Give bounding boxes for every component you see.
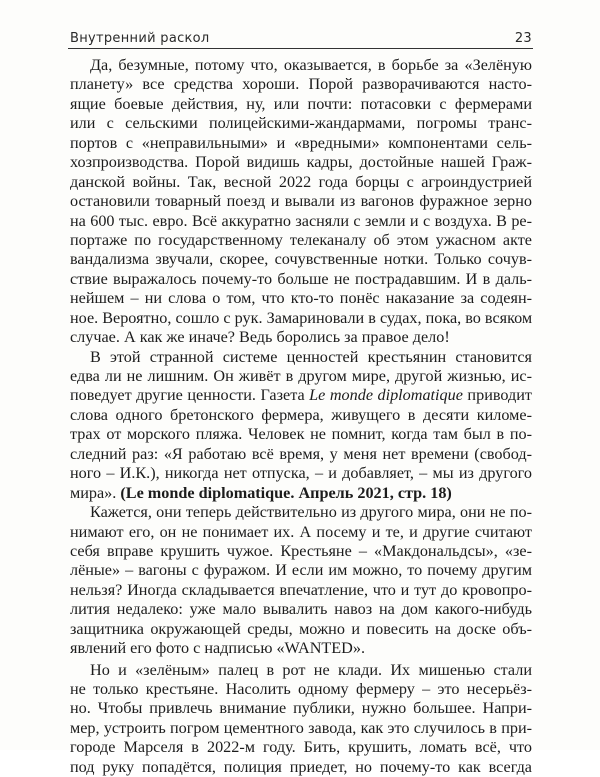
text-line: явлений его фото с надписью «WANTED». bbox=[70, 639, 366, 658]
newspaper-title: Le monde diplomatique bbox=[309, 386, 463, 405]
text-line: трах от морского пляжа. Человек не помнит, когда там был в по- bbox=[70, 425, 532, 444]
text-line: хозпроизводства. Порой видишь кадры, достойные нашей Граж- bbox=[70, 153, 532, 172]
text-line: В этой странной системе ценностей крестьянин становится bbox=[90, 347, 532, 366]
text-line: лёные» – вагоны с фуражом. И если им можно, то почему другим bbox=[70, 561, 532, 580]
chapter-title: Внутренний раскол bbox=[70, 31, 210, 46]
text-line: не только крестьяне. Насолить одному фермеру – это несерьёз- bbox=[70, 680, 532, 698]
text-fragment: поведует другие ценности. Газета bbox=[70, 386, 310, 405]
text-line: вандализма звучали, скорее, сочувственные нотки. Только сочув- bbox=[70, 250, 532, 269]
text-line: ного – И.К.), никогда нет отпуска, – и добавляет, – мы из другого bbox=[70, 464, 532, 483]
text-line: мер, устроить погром цементного завода, как это случилось в при- bbox=[70, 718, 532, 737]
text-line: Кажется, они теперь действительно из другого мира, они не по- bbox=[90, 503, 532, 522]
header-rule bbox=[68, 48, 533, 49]
text-line: под руку попадётся, полиция приедет, но почему-то как всегда bbox=[70, 757, 532, 776]
text-line: на 600 тыс. евро. Всё аккуратно засняли с земли и с воздуха. В ре- bbox=[70, 211, 532, 230]
text-line: портаже по государственному телеканалу об этом ужасном акте bbox=[70, 230, 532, 249]
text-line: Да, безумные, потому что, оказывается, в борьбе за «Зелёную bbox=[90, 56, 532, 74]
text-line-with-source bbox=[70, 484, 532, 503]
paragraph-4 bbox=[70, 661, 532, 777]
text-line: ствие выражалось почему-то больше не пострадавшим. И в даль- bbox=[70, 269, 532, 288]
text-line: данской войны. Так, весной 2022 года борцы с агроиндустрией bbox=[70, 172, 532, 191]
text-line: нимают его, он не понимает их. А посему и те, и другие считают bbox=[70, 522, 532, 541]
body-text bbox=[70, 56, 532, 777]
text-line: ящие боевые действия, ну, или почти: потасовки с фермерами bbox=[70, 94, 532, 113]
text-line: портов с «неправильными» и «вредными» компонентами сель- bbox=[70, 133, 532, 152]
text-line: себя вправе крушить чужое. Крестьяне – «Макдональдсы», «зе- bbox=[70, 541, 532, 560]
paragraph-2 bbox=[70, 348, 532, 504]
text-line: но. Чтобы привлечь внимание публики, нужно большее. Напри- bbox=[70, 699, 532, 718]
paragraph-1 bbox=[70, 56, 532, 348]
running-header bbox=[70, 22, 532, 46]
text-line: городе Марселя в 2022-м году. Бить, крушить, ломать всё, что bbox=[70, 738, 532, 757]
text-line: защитника окружающей среды, можно и повесить на доске объ- bbox=[70, 619, 532, 638]
text-line: нейшем – ни слова о том, что кто-то понёс наказание за содеян- bbox=[70, 289, 532, 308]
paragraph-3 bbox=[70, 503, 532, 659]
text-fragment: приводит bbox=[462, 386, 532, 405]
text-fragment: мира». bbox=[70, 483, 121, 502]
text-line: слова одного бретонского фермера, живущего в десяти киломе- bbox=[70, 405, 532, 424]
text-line: едва ли не лишним. Он живёт в другом мире, другой жизнью, ис- bbox=[70, 367, 532, 385]
text-line: остановили товарный поезд и вывали из вагонов фуражное зерно bbox=[70, 192, 532, 211]
text-line: Но и «зелёным» палец в рот не клади. Их мишенью стали bbox=[90, 660, 532, 679]
text-line: или с сельскими полицейскими-жандармами, погромы транс- bbox=[70, 114, 532, 133]
text-line: планету» все средства хороши. Порой разворачиваются насто- bbox=[70, 75, 532, 94]
text-line: нельзя? Иногда складывается впечатление, что и тут до кровопро- bbox=[70, 580, 532, 599]
source-citation: (Le monde diplomatique. Апрель 2021, стр. 18) bbox=[120, 483, 452, 502]
page-number: 23 bbox=[514, 31, 532, 46]
text-line: лития недалеко: уже мало вывалить навоз на дом какого-нибудь bbox=[70, 600, 532, 619]
text-line: следний раз: «Я работаю всё время, у меня нет времени (свобод- bbox=[70, 444, 532, 463]
text-line: ное. Вероятно, сошло с рук. Замариновали в судах, пока, во всяком bbox=[70, 308, 532, 327]
text-line-with-citation bbox=[70, 386, 532, 405]
text-line: случае. А как же иначе? Ведь боролись за правое дело! bbox=[70, 328, 450, 347]
